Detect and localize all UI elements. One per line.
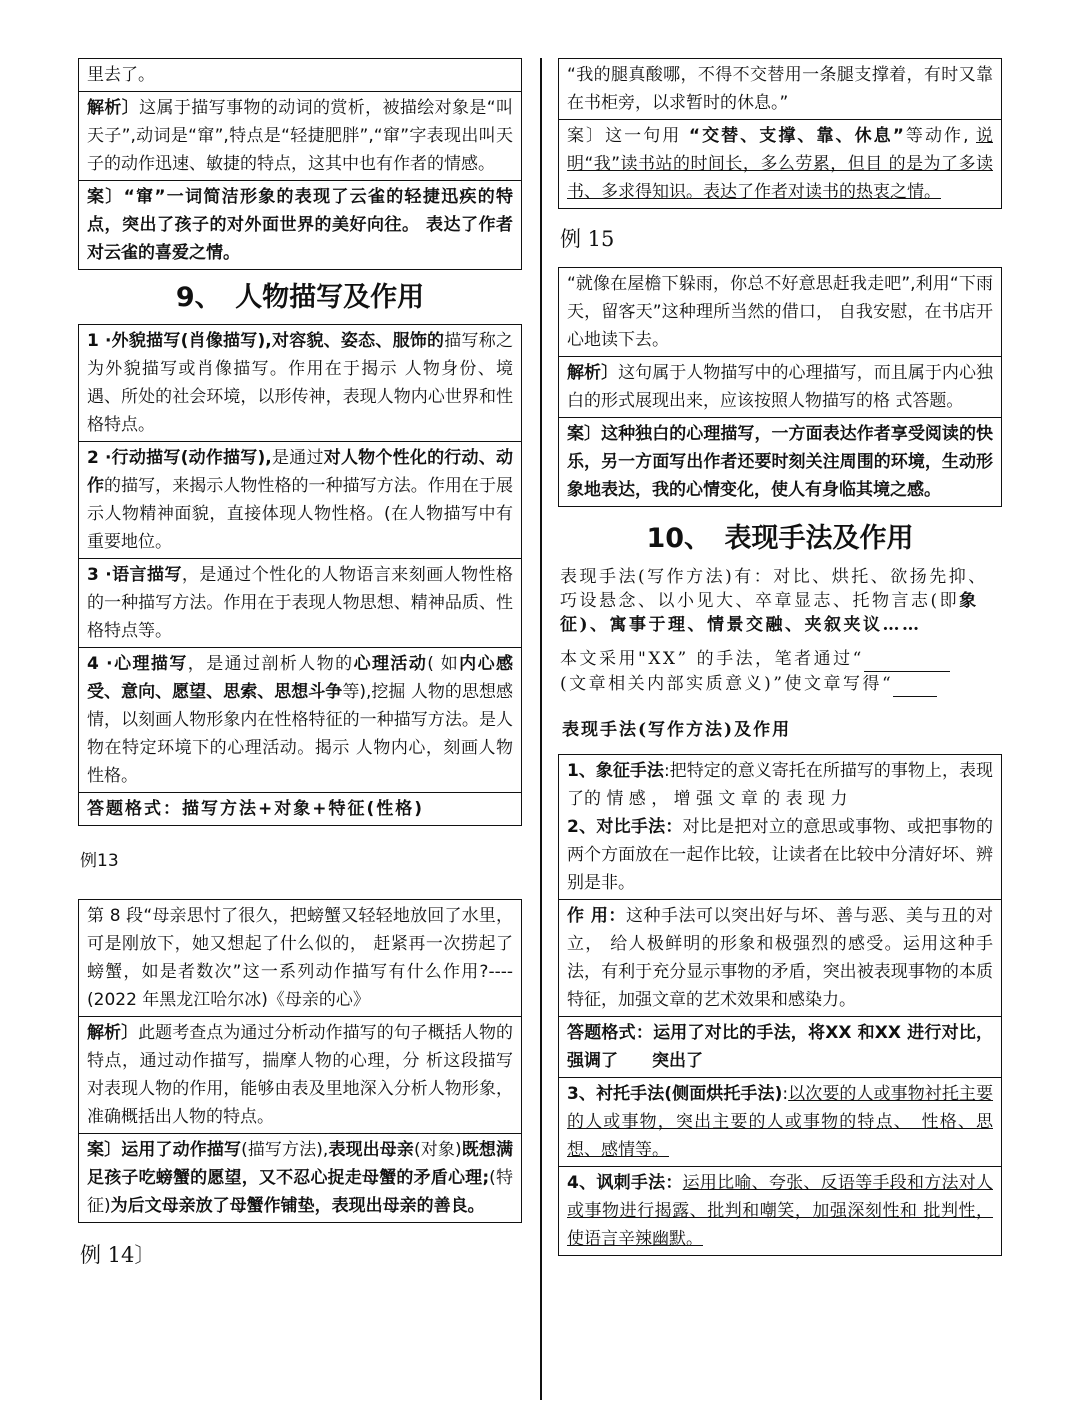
effect-label: 作 用： <box>567 906 626 926</box>
question-text: “就像在屋檐下躲雨，你总不好意思赶我走吧”,利用“下雨天，留客天”这种理所当然的借口， 自我安慰，在书店开心地读下去。 <box>567 274 993 350</box>
answer-note: (描写方法), <box>241 1140 329 1160</box>
answer-text: 案〕这种独白的心理描写，一方面表达作者享受阅读的快乐，另一方面写出作者还要时刻关注周围的环境，生动形象地表达，我的心情变化，使人有身临其境之感。 <box>567 424 993 500</box>
item-text: 的描写，来揭示人物性格的一种描写方法。作用在于展示人物精神面貌，直接体现人物性格。(在人物描写中有重要地位。 <box>87 476 514 552</box>
section-heading-10: 10、 表现手法及作用 <box>646 523 914 554</box>
answer-cell <box>559 417 1001 506</box>
analysis-label: 解析〕 <box>87 1023 139 1043</box>
symbol-contrast-cell <box>559 755 1001 899</box>
answer-underlined: 说明“我”读书站的时间长，多么劳累，但目 的是为了多读书、多求得知识。表达了作者对读书的热衷之情。 <box>567 126 993 202</box>
technique-underlined: 运用比喻、夸张、反语等手段和方法对人或事物进行揭露、批判和嘲笑，加强深刻性和 批判性，使语言辛辣幽默。 <box>567 1173 993 1249</box>
answer-part: 既想满足孩子吃螃蟹的愿望，又不忍心捉走母蟹的矛盾心理; <box>87 1140 514 1188</box>
answer-part: 案〕这一句用 <box>567 126 689 146</box>
technique-text: : <box>782 1084 789 1104</box>
right-column <box>558 58 1002 1256</box>
answer-note: (特征) <box>87 1168 513 1216</box>
language-description-cell <box>79 558 521 647</box>
item-number: 4 · <box>87 654 113 674</box>
appearance-description-cell <box>79 325 521 441</box>
foil-technique-cell <box>559 1077 1001 1166</box>
question-cell <box>79 900 521 1016</box>
analysis-text: 这属于描写事物的动词的赏析，被描绘对象是“叫天子”,动词是“窜”,特点是“轻捷肥胖”,“窜”字表现出叫天子的动作迅速、敏捷的特点，这其中也有作者的情感。 <box>87 98 514 174</box>
techniques-intro <box>558 565 1002 637</box>
techniques-box <box>558 754 1002 1256</box>
analysis-cell <box>79 91 521 180</box>
answer-cell <box>79 180 521 269</box>
answer-part: 为后文母亲放了母蟹作铺垫，表现出母亲的善良。 <box>110 1196 485 1216</box>
techniques-subheading: 表现手法(写作方法)及作用 <box>562 720 792 740</box>
description-types-box <box>78 324 522 826</box>
item-text: ，是通过剖析人物的 <box>187 654 354 674</box>
intro-emphasis: 象征)、寓事于理、情景交融、夹叙夹议…… <box>560 591 979 635</box>
answer-part: 等动作, <box>903 126 976 146</box>
answer-template <box>558 647 1002 697</box>
item-text: 是通过 <box>271 448 324 468</box>
answer-format-text: 答题格式：描写方法+对象+特征(性格) <box>87 799 425 819</box>
question-cell <box>559 268 1001 356</box>
answer-cell <box>79 1133 521 1222</box>
item-term: 行动描写(动作描写), <box>111 448 272 468</box>
psychological-description-cell <box>79 647 521 792</box>
item-text: 描写称之为外貌描写或肖像描写。作用在于揭示 人物身份、境遇、所处的社会环境，以形传神，表现人物内心世界和性格特点。 <box>87 331 513 435</box>
example-label-15: 例 15 <box>560 227 615 251</box>
example-15-box <box>558 267 1002 507</box>
text: 里去了。 <box>87 65 155 85</box>
column-divider <box>540 58 542 1400</box>
item-emphasis: 对人物个性化的行动、动作 <box>87 448 513 496</box>
template-text: (文章相关内部实质意义)”使文章写得“ <box>560 674 894 694</box>
technique-text: 对比是把对立的意思或事物、或把事物的两个方面放在一起作比较，让读者在比较中分清好坏、辨别是非。 <box>567 817 993 893</box>
item-text: ，是通过个性化的人物语言来刻画人物性格的一种描写方法。作用在于表现人物思想、精神品质、性格特点等。 <box>87 565 513 641</box>
analysis-cell <box>79 1016 521 1133</box>
item-number: 1 · <box>87 331 112 351</box>
answer-format-cell <box>559 1016 1001 1077</box>
analysis-text: 此题考查点为通过分析动作描写的句子概括人物的特点，通过动作描写，揣摩人物的心理，分 析这段描写对表现人物的作用，能够由表及里地深入分析人物形象，准确概括出人物的特点。 <box>87 1023 513 1127</box>
action-description-cell <box>79 441 521 558</box>
example-14-box <box>558 58 1002 209</box>
item-emphasis: 心理活动 <box>353 654 428 674</box>
technique-term: 1、象征手法 <box>567 761 664 781</box>
answer-note: (对象) <box>414 1140 462 1160</box>
technique-term: 4、讽刺手法： <box>567 1173 683 1193</box>
technique-term: 2、对比手法： <box>567 817 683 837</box>
item-term: 语言描写 <box>111 565 182 585</box>
technique-text: :把特定的意义寄托在所描写的事物上，表现了的 情 感 ， 增 强 文 章 的 表 现 力 <box>567 761 993 809</box>
technique-term: 3、衬托手法(侧面烘托手法) <box>567 1084 783 1104</box>
fill-blank <box>864 647 950 672</box>
item-term: 外貌描写(肖像描写),对容貌、姿态、服饰的 <box>111 331 445 351</box>
section-heading-9: 9、 人物描写及作用 <box>175 282 425 313</box>
example-label-14: 例 14〕 <box>80 1243 156 1267</box>
technique-underlined: 以次要的人或事物衬托主要的人或事物，突出主要的人或事物的特点、 性格、思想、感情等。 <box>567 1084 994 1160</box>
effect-text: 这种手法可以突出好与坏、善与恶、美与丑的对立， 给人极鲜明的形象和极强烈的感受。运用这种手法，有利于充分显示事物的矛盾，突出被表现事物的本质特征，加强文章的艺术效果和感染力。 <box>567 906 994 1010</box>
fill-blank <box>893 672 937 697</box>
item-emphasis: 内心感受、意向、愿望、思索、思想斗争 <box>87 654 514 702</box>
intro-text: 表现手法(写作方法)有：对比、烘托、欲扬先抑、巧设悬念、以小见大、卒章显志、托物言志(即 <box>560 567 988 611</box>
question-text: “我的腿真酸哪，不得不交替用一条腿支撑着，有时又靠在书柜旁，以求暂时的休息。” <box>567 65 993 113</box>
answer-part: 表现出母亲 <box>328 1140 415 1160</box>
item-text: 等),挖掘 人物的思想感情，以刻画人物形象内在性格特征的一种描写方法。是人物在特定环境下的心理活动。揭示 人物内心，刻画人物性格。 <box>87 682 513 786</box>
text-cell <box>79 59 521 91</box>
answer-cell <box>559 119 1001 208</box>
question-text: 第 8 段“母亲思忖了很久，把螃蟹又轻轻地放回了水里，可是刚放下，她又想起了什么似的， 赶紧再一次捞起了螃蟹，如是者数次”这一系列动作描写有什么作用?----(2022 年黑龙江哈尔冰)《母亲的心》 <box>87 906 513 1010</box>
item-text: ( 如 <box>427 654 460 674</box>
example-label-13: 例13 <box>80 851 119 871</box>
analysis-label: 解析〕 <box>567 363 619 383</box>
left-column <box>78 58 522 1283</box>
analysis-label: 解析〕 <box>87 98 140 118</box>
answer-part: 案〕运用了动作描写 <box>87 1140 242 1160</box>
answer-emphasis: “交替、支撑、靠、休息” <box>688 126 904 146</box>
answer-format-text: 答题格式：运用了对比的手法，将XX 和XX 进行对比，强调了 突出了 <box>567 1023 993 1071</box>
question-cell <box>559 59 1001 119</box>
effect-cell <box>559 899 1001 1016</box>
answer-text: 案〕“窜”一词简洁形象的表现了云雀的轻捷迅疾的特点，突出了孩子的对外面世界的美好向往。 表达了作者对云雀的喜爱之情。 <box>87 187 513 263</box>
satire-technique-cell <box>559 1166 1001 1255</box>
template-text: 本文采用"XX” 的手法，笔者通过“ <box>560 649 864 669</box>
analysis-box-1 <box>78 58 522 270</box>
example-13-box <box>78 899 522 1223</box>
analysis-text: 这句属于人物描写中的心理描写，而且属于内心独白的形式展现出来，应该按照人物描写的格 式答题。 <box>567 363 993 411</box>
analysis-cell <box>559 356 1001 417</box>
item-number: 2 · <box>87 448 112 468</box>
answer-format-cell <box>79 792 521 825</box>
item-number: 3 · <box>87 565 112 585</box>
item-term: 心理描写 <box>112 654 188 674</box>
